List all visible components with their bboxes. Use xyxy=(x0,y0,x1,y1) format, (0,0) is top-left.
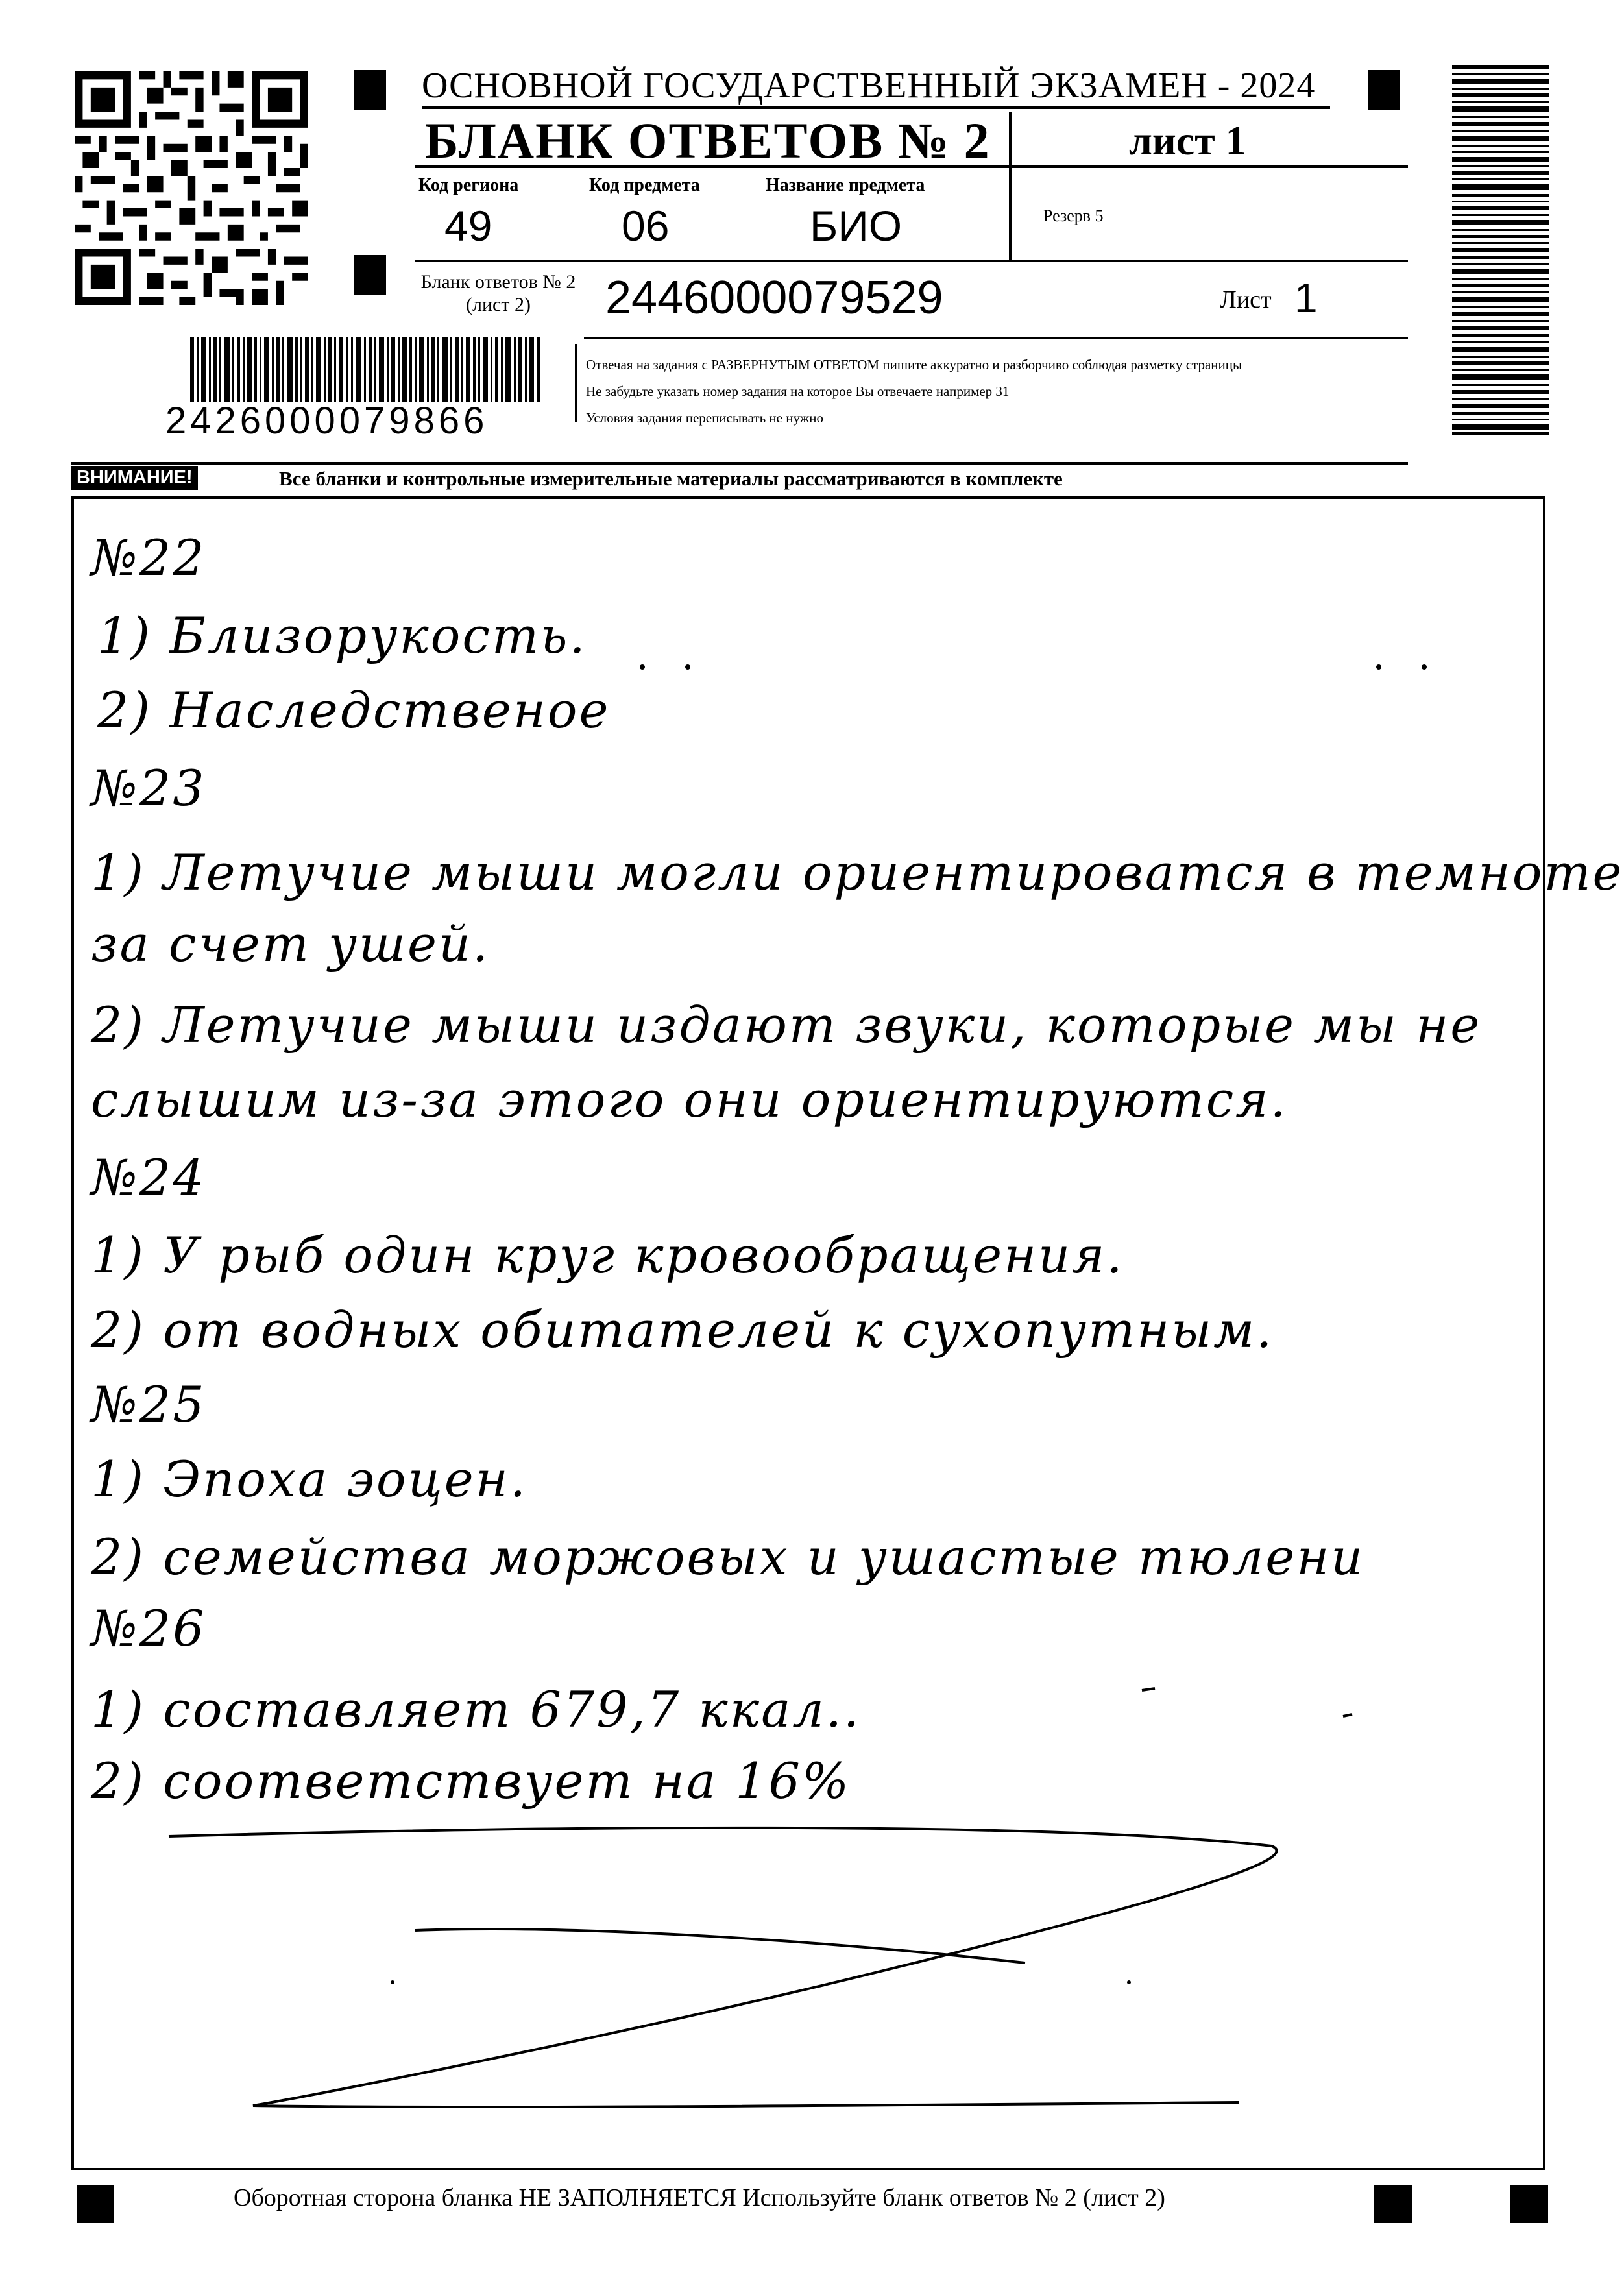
reserve-label: Резерв 5 xyxy=(1043,206,1104,225)
header-divider xyxy=(1009,112,1012,261)
attention-badge: ВНИМАНИЕ! xyxy=(71,466,198,490)
subject-name: БИО xyxy=(810,202,903,250)
answer-q24-number: №24 xyxy=(91,1149,206,1206)
answer-q23-line1b: за счет ушей. xyxy=(91,915,491,973)
header-rule-top xyxy=(422,106,1330,109)
registration-marker-top-right xyxy=(1368,70,1400,110)
registration-marker-top-left xyxy=(354,70,386,110)
barcode-number: 2426000079866 xyxy=(165,400,489,442)
sheet-label: лист 1 xyxy=(1129,117,1246,164)
subject-code: 06 xyxy=(622,202,670,250)
header-rule-number xyxy=(584,337,1408,339)
form-title: БЛАНК ОТВЕТОВ № 2 xyxy=(425,112,991,169)
answer-q24-line1: 1) У рыб один круг кровообращения. xyxy=(91,1226,1124,1284)
answer-q22-line1: 1) Близорукость. xyxy=(97,607,587,664)
subject-code-label: Код предмета xyxy=(589,175,700,195)
barcode-side xyxy=(1452,65,1549,435)
footer-text: Оборотная сторона бланка НЕ ЗАПОЛНЯЕТСЯ Используйте бланк ответов № 2 (лист 2) xyxy=(234,2184,1165,2211)
answer-q25-line1: 1) Эпоха эоцен. xyxy=(91,1450,527,1508)
attention-text: Все бланки и контрольные измерительные материалы рассматриваются в комплекте xyxy=(279,467,1063,490)
registration-marker-mid-left xyxy=(354,255,386,295)
qr-code xyxy=(75,71,308,305)
answer-q22-number: №22 xyxy=(91,529,206,587)
header-rule-bottom xyxy=(71,462,1408,465)
region-code-label: Код региона xyxy=(418,175,519,195)
answer-q22-line2: 2) Наследственое xyxy=(97,681,611,739)
answer-q23-line1: 1) Летучие мыши могли ориентироватся в темноте xyxy=(91,844,1624,901)
answer-q24-line2: 2) от водных обитателей к сухопутным. xyxy=(91,1301,1274,1359)
instruction-2: Не забудьте указать номер задания на которое Вы отвечаете например 31 xyxy=(586,383,1010,399)
registration-marker-bottom-right xyxy=(1510,2185,1548,2223)
subject-name-label: Название предмета xyxy=(766,175,925,195)
region-code: 49 xyxy=(444,202,492,250)
answer-q23-line2: 2) Летучие мыши издают звуки, которые мы не xyxy=(91,996,1482,1054)
registration-marker-bottom-left xyxy=(77,2185,114,2223)
barcode-form xyxy=(190,337,540,402)
form-reference-line1: Бланк ответов № 2 xyxy=(420,271,576,293)
form-reference-line2: (лист 2) xyxy=(466,293,531,315)
form-reference xyxy=(411,271,586,316)
answer-q25-number: №25 xyxy=(91,1376,206,1433)
form-number: 2446000079529 xyxy=(605,272,943,324)
instructions-divider xyxy=(575,344,577,422)
answer-q23-line2b: слышим из-за этого они ориентируются. xyxy=(91,1071,1288,1128)
answer-q26-line2: 2) соответствует на 16% xyxy=(91,1752,851,1810)
registration-marker-bottom-mid xyxy=(1374,2185,1412,2223)
sheet-small-value: 1 xyxy=(1294,274,1318,321)
instruction-1: Отвечая на задания с РАЗВЕРНУТЫМ ОТВЕТОМ пишите аккуратно и разборчиво соблюдая разметку страницы xyxy=(586,357,1242,372)
answer-q25-line2: 2) семейства моржовых и ушастые тюлени xyxy=(91,1528,1365,1586)
sheet-small-label: Лист xyxy=(1220,286,1272,313)
instruction-3: Условия задания переписывать не нужно xyxy=(586,409,823,426)
exam-title: ОСНОВНОЙ ГОСУДАРСТВЕННЫЙ ЭКЗАМЕН - 2024 xyxy=(422,66,1316,106)
answer-q26-line1: 1) составляет 679,7 ккал.. xyxy=(91,1681,862,1738)
header-rule-fields xyxy=(415,260,1408,262)
strike-mark xyxy=(71,496,1545,2170)
answer-q26-number: №26 xyxy=(91,1599,206,1657)
instructions xyxy=(586,352,1416,432)
answer-q23-number: №23 xyxy=(91,759,206,817)
